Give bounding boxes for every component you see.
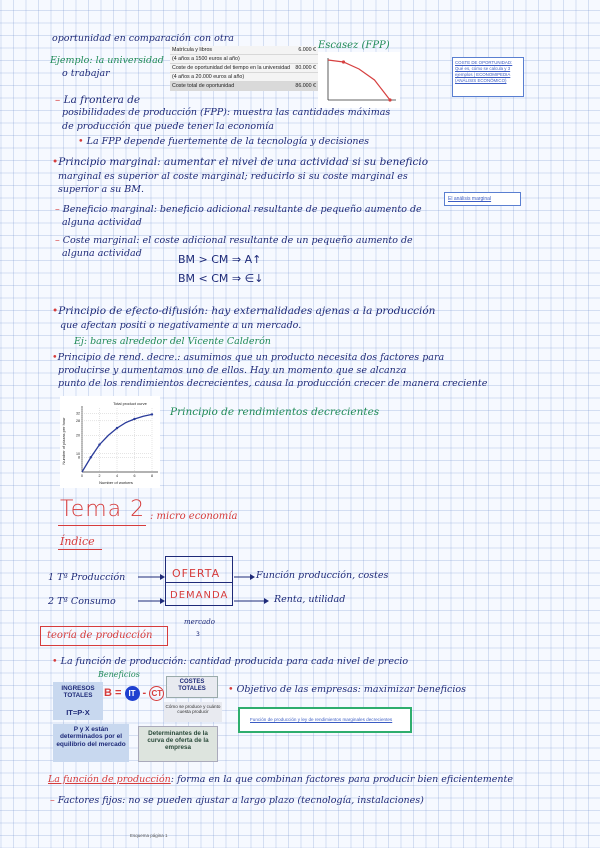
tp-point bbox=[151, 413, 153, 415]
it-formula-box: IT=P·X bbox=[53, 706, 103, 720]
tema-title bbox=[60, 497, 145, 522]
teoria-produccion-text: teoría de producción bbox=[47, 630, 153, 641]
costes-desc-box: Cómo se produce y cuánto cuesta producir bbox=[164, 702, 222, 722]
objetivo-text: Objetivo de las empresas: maximizar beneficios bbox=[236, 684, 466, 695]
decreasing-line-1: •Principio de rend. decre.: asumimos que un producto necesita dos factores para bbox=[52, 352, 445, 363]
funcion-def-line bbox=[48, 774, 513, 785]
tp-y-tick: 28 bbox=[76, 419, 80, 423]
ppf-label: Escasez (FPP) bbox=[318, 40, 390, 51]
arrowhead-prod-out bbox=[250, 574, 255, 580]
decreasing-title: Principio de rendimientos decrecientes bbox=[170, 406, 380, 418]
decreasing-line-3: punto de los rendimientos decrecientes, causa la producción crecer de manera creciente bbox=[58, 378, 488, 389]
ppf-point bbox=[388, 98, 391, 101]
fijos-line: – Factores fijos: no se pueden ajustar a largo plazo (tecnología, instalaciones) bbox=[50, 795, 424, 806]
objetivo-line: • Objetivo de las empresas: maximizar beneficios bbox=[228, 684, 466, 695]
tp-x-tick: 2 bbox=[98, 474, 101, 478]
tp-point bbox=[90, 456, 92, 458]
cost-table-label: Coste de oportunidad del tiempo en la universidad bbox=[170, 64, 293, 73]
tp-x-tick: 4 bbox=[116, 474, 118, 478]
frontier-text-1: La frontera de bbox=[63, 94, 141, 106]
funcion-text-1: La función de producción: cantidad producida para cada nivel de precio bbox=[60, 656, 409, 667]
bm-text-1: Beneficio marginal: beneficio adicional resultante de pequeño aumento de bbox=[62, 204, 422, 215]
fijos-text: Factores fijos: no se pueden ajustar a largo plazo (tecnología, instalaciones) bbox=[57, 795, 424, 806]
diffusion-example: Ej: bares alrededor del Vicente Calderón bbox=[74, 336, 271, 347]
frontier-text-4: La FPP depende fuertemente de la tecnología y decisiones bbox=[86, 136, 370, 147]
pyx-box: P y X están determinados por el equilibrio del mercado bbox=[53, 724, 129, 762]
cost-table-label: Matrícula y libros bbox=[170, 46, 293, 55]
diffusion-text-1: Principio de efecto-difusión: hay externalidades ajenas a la producción bbox=[58, 305, 436, 317]
demanda-label: DEMANDA bbox=[170, 590, 229, 601]
cost-table-value bbox=[293, 55, 318, 64]
cm-line-1: – Coste marginal: el coste adicional resultante de un pequeño aumento de bbox=[55, 235, 413, 246]
demanda-description: Renta, utilidad bbox=[274, 594, 346, 605]
mercado-number: 3 bbox=[196, 631, 200, 638]
link-funcion-produccion[interactable]: Función de producción y ley de rendimientos marginales decrecientes bbox=[250, 717, 393, 722]
formula-b: B bbox=[104, 687, 112, 699]
cost-table-row bbox=[170, 64, 318, 73]
cost-table-value: 6.000 € bbox=[293, 46, 318, 55]
diffusion-line-2: que afectan positi o negativamente a un mercado. bbox=[60, 320, 302, 331]
tp-y-tick: 10 bbox=[76, 451, 80, 456]
arrowhead-cons-out bbox=[264, 598, 269, 604]
oferta-label: OFERTA bbox=[172, 567, 221, 580]
cost-table-label: Coste total de oportunidad bbox=[170, 82, 293, 91]
cost-table-value: 86.000 € bbox=[293, 82, 318, 91]
tema-underline bbox=[58, 525, 146, 526]
formula-it: IT bbox=[125, 686, 140, 701]
cost-table-label: (4 años a 20.000 euros al año) bbox=[170, 73, 293, 82]
tp-x-tick: 0 bbox=[81, 474, 83, 478]
bm-line-1: – Beneficio marginal: beneficio adicional resultante de pequeño aumento de bbox=[55, 204, 422, 215]
cost-table-value bbox=[293, 73, 318, 82]
indice-underline bbox=[58, 549, 102, 550]
oferta-description: Función producción, costes bbox=[256, 570, 389, 581]
tp-chart-bg bbox=[60, 396, 160, 488]
cost-table-row bbox=[170, 46, 318, 55]
cost-table-row bbox=[170, 55, 318, 64]
tp-xlabel: Number of workers bbox=[99, 480, 133, 485]
tp-point bbox=[133, 418, 135, 420]
frontier-line-4: • La FPP depende fuertemente de la tecnología y decisiones bbox=[78, 136, 370, 147]
ppf-point bbox=[342, 60, 345, 63]
frontier-line-3: de producción que puede tener la economía bbox=[62, 121, 274, 132]
mercado-label: mercado bbox=[184, 618, 215, 626]
frontier-line-1: – La frontera de bbox=[55, 94, 141, 106]
ingresos-box: INGRESOS TOTALES bbox=[53, 682, 103, 706]
tp-y-tick: 20 bbox=[76, 433, 80, 438]
funcion-def-text: : forma en la que combinan factores para producir bien eficientemente bbox=[170, 774, 513, 785]
link-opportunity-cost[interactable]: COSTE DE OPORTUNIDAD: Qué es, cómo se calcula y 3 ejemplos | ECONOMIPEDIA (ANÁLISIS ECONÓMICO) bbox=[452, 57, 524, 97]
total-product-chart bbox=[60, 396, 160, 488]
funcion-def-title: La función de producción bbox=[48, 774, 171, 785]
tp-x-tick: 8 bbox=[151, 474, 153, 478]
page-footer: Esquema página 1 bbox=[130, 833, 168, 838]
costes-box: COSTES TOTALES bbox=[166, 676, 218, 698]
marginal-text-1: Principio marginal: aumentar el nivel de una actividad si su beneficio bbox=[58, 156, 429, 168]
link-marginal-analysis[interactable]: El análisis marginal bbox=[444, 192, 521, 206]
tp-ylabel: Number of pizzas per hour bbox=[61, 417, 66, 465]
tp-y-tick: 32 bbox=[76, 411, 80, 416]
diffusion-line-1: •Principio de efecto-difusión: hay externalidades ajenas a la producción bbox=[52, 305, 436, 317]
decreasing-text-1: Principio de rend. decre.: asumimos que un producto necesita dos factores para bbox=[57, 352, 445, 363]
ppf-chart bbox=[318, 52, 400, 108]
formula-ct: CT bbox=[149, 686, 164, 701]
marginal-line-2: marginal es superior al coste marginal; reducirlo si su coste marginal es bbox=[58, 171, 408, 182]
cm-line-2: alguna actividad bbox=[62, 248, 142, 259]
formula-row: B = IT - CT bbox=[104, 686, 164, 701]
tp-x-tick: 6 bbox=[133, 474, 136, 478]
opportunity-line: oportunidad en comparación con otra bbox=[52, 33, 234, 44]
cost-table-value: 80.000 € bbox=[293, 64, 318, 73]
tema-title-text: Tema 2 bbox=[60, 497, 146, 522]
t-produccion: 1 Tª Producción bbox=[48, 572, 126, 583]
cm-text-1: Coste marginal: el coste adicional resultante de un pequeño aumento de bbox=[62, 235, 413, 246]
t-consumo: 2 Tª Consumo bbox=[48, 596, 116, 607]
marginal-line-1: •Principio marginal: aumentar el nivel de una actividad si su beneficio bbox=[52, 156, 429, 168]
example-label-2: o trabajar bbox=[62, 68, 110, 79]
decreasing-line-2: producirse y aumentamos uno de ellos. Hay un momento que se alcanza bbox=[58, 365, 407, 376]
cost-table-row bbox=[170, 82, 318, 91]
indice-heading: Índice bbox=[60, 535, 95, 548]
rule-1: BM > CM ⇒ A↑ bbox=[178, 253, 262, 266]
cost-table bbox=[170, 46, 318, 91]
rule-2: BM < CM ⇒ ∈↓ bbox=[178, 272, 264, 285]
oferta-divider bbox=[165, 582, 233, 583]
funcion-line-1: • La función de producción: cantidad producida para cada nivel de precio bbox=[52, 656, 409, 667]
tp-point bbox=[116, 427, 118, 429]
cost-table-label: (4 años a 1500 euros al año) bbox=[170, 55, 293, 64]
marginal-line-3: superior a su BM. bbox=[58, 184, 144, 195]
bm-line-2: alguna actividad bbox=[62, 217, 142, 228]
tp-y-tick: 8 bbox=[78, 455, 80, 460]
tp-title: Total product curve bbox=[113, 401, 147, 406]
teoria-produccion-box bbox=[40, 626, 168, 646]
example-label: Ejemplo: la universidad bbox=[50, 55, 164, 66]
tema-subtitle: : micro economía bbox=[150, 511, 238, 522]
cost-table-row bbox=[170, 73, 318, 82]
determinantes-box: Determinantes de la curva de oferta de la empresa bbox=[138, 726, 218, 762]
tp-point bbox=[98, 443, 100, 445]
frontier-line-2: posibilidades de producción (FPP): muestra las cantidades máximas bbox=[62, 107, 391, 118]
beneficios-label: Beneficios bbox=[98, 670, 140, 679]
